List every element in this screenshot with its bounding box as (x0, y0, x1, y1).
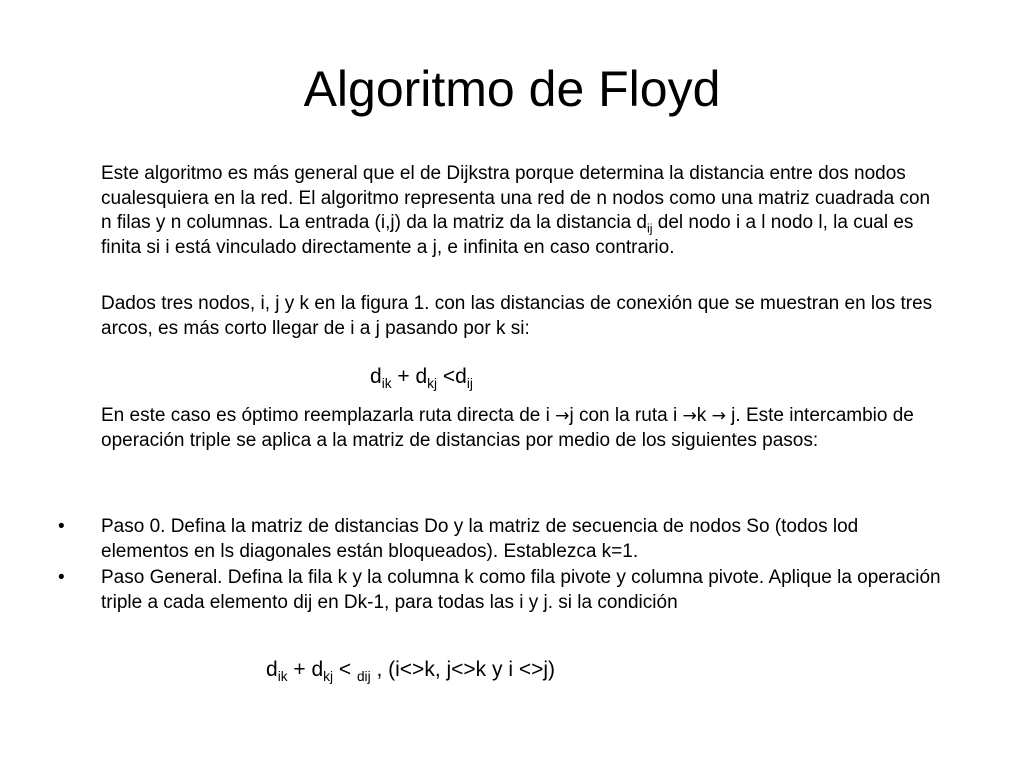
bullet-icon: • (58, 567, 65, 588)
paragraph-text: En este caso es óptimo reemplazarla ruta directa de i (101, 405, 556, 426)
formula-triangle-inequality (370, 364, 473, 390)
subscript: ik (381, 375, 392, 391)
arrow-right-icon: → (555, 406, 570, 426)
subscript: ij (647, 221, 653, 236)
paragraph-text: del nodo i a l nodo l, la cual es finita si i está vinculado directamente a j, e infinita en caso contrario. (101, 212, 914, 258)
paragraph-three-nodes: Dados tres nodos, i, j y k en la figura 1. con las distancias de conexión que se muestran en los tres arcos, es más corto llegar de i a j pasando por k si: (101, 293, 933, 339)
paragraph-text: k (696, 405, 712, 426)
formula-text: + d (287, 658, 324, 681)
formula-text: d (266, 658, 278, 681)
paragraph-triple-operation (101, 404, 941, 453)
paragraph-text: j con la ruta i (569, 405, 683, 426)
subscript: ij (466, 375, 473, 391)
paragraph-text: j. Este intercambio de operación triple se aplica a la matriz de distancias por medio de los siguientes pasos: (101, 405, 914, 451)
slide-title: Algoritmo de Floyd (303, 61, 721, 117)
bullet-icon: • (58, 516, 65, 537)
formula-text: d (370, 365, 382, 388)
list-item-text: Paso General. Defina la fila k y la columna k como fila pivote y columna pivote. Aplique la operación triple a cada elemento dij en Dk-1, para todas las i y j. si la condición (101, 567, 941, 613)
list-item-text: Paso 0. Defina la matriz de distancias Do y la matriz de secuencia de nodos So (todos lod elementos en ls diagonales están bloqueados). Establezca k=1. (101, 516, 859, 562)
formula-condition (266, 657, 555, 683)
paragraph-text: Este algoritmo es más general que el de Dijkstra porque determina la distancia entre dos nodos cualesquiera en la red. El algoritmo representa una red de n nodos como una matriz cuadrada con n filas y n columnas. La entrada (i,j) da la matriz da la distancia d (101, 163, 931, 233)
subscript: ik (277, 668, 288, 684)
subscript: dij (356, 668, 371, 684)
formula-text: + d (391, 365, 428, 388)
list-item (0, 515, 1024, 564)
formula-text: < (333, 658, 357, 681)
list-item (0, 566, 1024, 615)
subscript: kj (427, 375, 438, 391)
arrow-right-icon: → (682, 406, 697, 426)
steps-list (0, 515, 1024, 617)
formula-text: <d (437, 365, 467, 388)
arrow-right-icon: → (711, 406, 726, 426)
paragraph-floyd-description (101, 162, 941, 260)
subscript: kj (323, 668, 334, 684)
formula-text: , (i<>k, j<>k y i <>j) (370, 658, 556, 681)
